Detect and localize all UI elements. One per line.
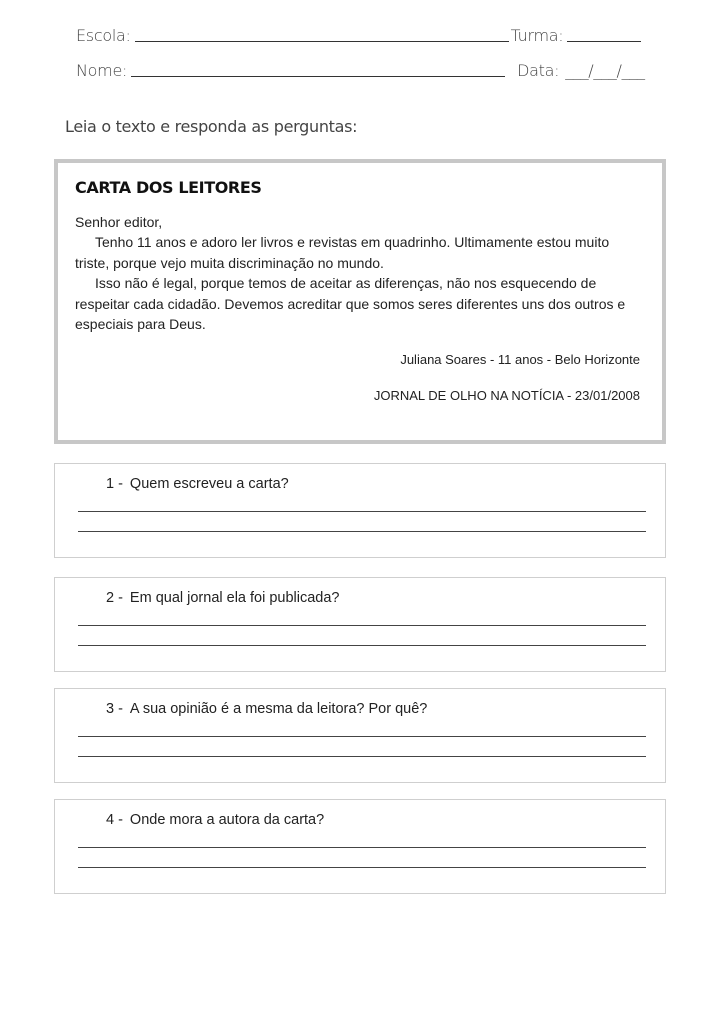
letter-signature: Juliana Soares - 11 anos - Belo Horizonte xyxy=(400,352,640,367)
school-label: Escola: xyxy=(76,26,131,45)
question-label xyxy=(106,701,427,717)
question-number: 1 - xyxy=(106,476,123,492)
answer-line[interactable] xyxy=(78,645,646,646)
question-text: Em qual jornal ela foi publicada? xyxy=(129,590,340,606)
question-label xyxy=(106,590,340,606)
letter-body xyxy=(75,212,645,334)
letter-paragraph: Isso não é legal, porque temos de aceitar as diferenças, não nos esquecendo de respeitar cada cidadão. Devemos acreditar que somos seres diferentes uns dos outros e especiais para Deus. xyxy=(75,275,626,333)
letter-greeting: Senhor editor, xyxy=(75,214,163,230)
question-label xyxy=(106,812,324,828)
answer-line[interactable] xyxy=(78,867,646,868)
question-label xyxy=(106,476,289,492)
date-field[interactable]: ___/___/___ xyxy=(565,61,645,80)
question-box-2 xyxy=(54,577,666,672)
question-box-4 xyxy=(54,799,666,894)
question-number: 2 - xyxy=(106,590,123,606)
question-box-3 xyxy=(54,688,666,783)
question-text: Onde mora a autora da carta? xyxy=(129,812,325,828)
school-field[interactable] xyxy=(135,40,509,42)
answer-line[interactable] xyxy=(78,847,646,848)
letter-title: CARTA DOS LEITORES xyxy=(75,178,262,197)
instructions-text: Leia o texto e responda as perguntas: xyxy=(65,117,358,136)
answer-line[interactable] xyxy=(78,531,646,532)
answer-line[interactable] xyxy=(78,756,646,757)
answer-line[interactable] xyxy=(78,625,646,626)
answer-line[interactable] xyxy=(78,736,646,737)
question-text: A sua opinião é a mesma da leitora? Por quê? xyxy=(129,701,428,717)
question-text: Quem escreveu a carta? xyxy=(129,476,289,492)
name-row xyxy=(76,61,645,80)
question-box-1 xyxy=(54,463,666,558)
school-row xyxy=(76,26,643,45)
letter-box xyxy=(54,159,666,444)
question-number: 3 - xyxy=(106,701,123,717)
class-field[interactable] xyxy=(567,40,641,42)
letter-paragraph: Tenho 11 anos e adoro ler livros e revistas em quadrinho. Ultimamente estou muito triste, porque vejo muita discriminação no mundo. xyxy=(75,234,610,271)
answer-line[interactable] xyxy=(78,511,646,512)
class-label: Turma: xyxy=(510,26,564,45)
date-label: Data: xyxy=(517,61,560,80)
question-number: 4 - xyxy=(106,812,123,828)
name-label: Nome: xyxy=(76,61,128,80)
name-field[interactable] xyxy=(131,75,505,77)
letter-source: JORNAL DE OLHO NA NOTÍCIA - 23/01/2008 xyxy=(373,388,640,403)
